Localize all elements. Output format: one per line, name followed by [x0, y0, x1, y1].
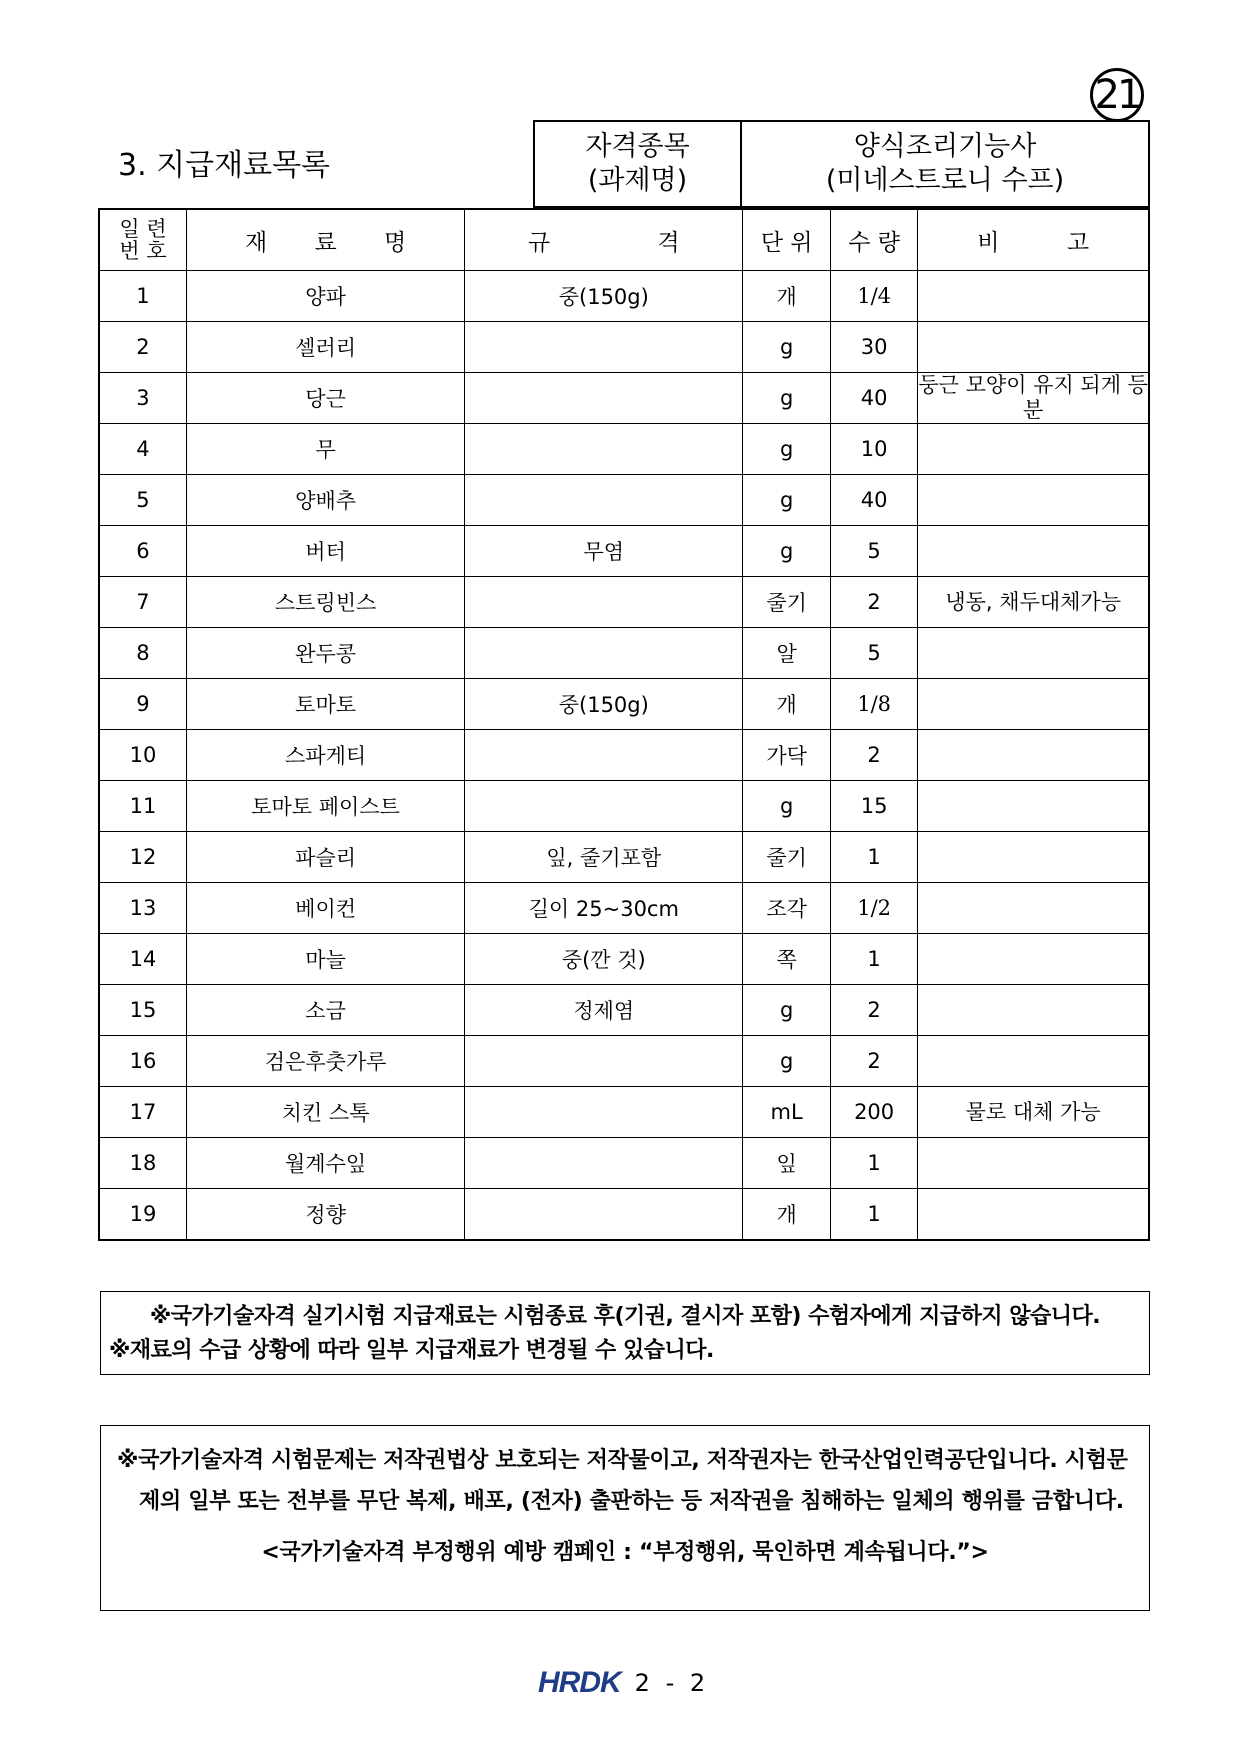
cell-no: 8	[99, 628, 186, 679]
cell-spec	[465, 1087, 743, 1138]
cell-spec	[465, 424, 743, 475]
cell-no: 15	[99, 985, 186, 1036]
cell-qty: 2	[830, 1036, 917, 1087]
cell-spec: 중(깐 것)	[465, 934, 743, 985]
cell-qty: 10	[830, 424, 917, 475]
cell-note: 물로 대체 가능	[918, 1087, 1149, 1138]
table-row	[99, 1036, 1149, 1087]
cell-qty: 1	[830, 832, 917, 883]
cell-no: 10	[99, 730, 186, 781]
qualification-value	[742, 122, 1148, 206]
cell-qty: 1/2	[830, 883, 917, 934]
cell-spec	[465, 1036, 743, 1087]
cell-note	[918, 322, 1149, 373]
qualification-label-line1: 자격종목	[585, 131, 690, 162]
table-row	[99, 1189, 1149, 1241]
cell-name: 토마토	[186, 679, 464, 730]
materials-table	[98, 208, 1150, 1241]
cell-qty: 40	[830, 475, 917, 526]
cell-no: 9	[99, 679, 186, 730]
cell-unit: g	[743, 526, 830, 577]
cell-qty: 200	[830, 1087, 917, 1138]
col-header-no-line2: 번 호	[119, 239, 167, 263]
qualification-value-line1: 양식조리기능사	[853, 131, 1037, 162]
table-row	[99, 322, 1149, 373]
cell-unit: 줄기	[743, 832, 830, 883]
cell-note: 냉동, 채두대체가능	[918, 577, 1149, 628]
cell-note	[918, 832, 1149, 883]
cell-spec	[465, 730, 743, 781]
table-row	[99, 985, 1149, 1036]
cell-no: 2	[99, 322, 186, 373]
cell-unit: 알	[743, 628, 830, 679]
cell-note	[918, 1036, 1149, 1087]
cell-unit: g	[743, 1036, 830, 1087]
cell-no: 7	[99, 577, 186, 628]
cell-unit: g	[743, 322, 830, 373]
cell-name: 무	[186, 424, 464, 475]
cell-name: 셀러리	[186, 322, 464, 373]
col-header-unit: 단 위	[743, 209, 830, 271]
cell-name: 치킨 스톡	[186, 1087, 464, 1138]
page-footer	[538, 1666, 709, 1700]
cell-note	[918, 730, 1149, 781]
cell-no: 14	[99, 934, 186, 985]
col-header-spec: 규 격	[465, 209, 743, 271]
cell-no: 1	[99, 271, 186, 322]
table-row	[99, 934, 1149, 985]
cell-note	[918, 985, 1149, 1036]
table-row	[99, 1087, 1149, 1138]
table-header-row	[99, 209, 1149, 271]
cell-unit: 가닥	[743, 730, 830, 781]
cell-qty: 40	[830, 373, 917, 424]
cell-no: 5	[99, 475, 186, 526]
cell-name: 토마토 페이스트	[186, 781, 464, 832]
cell-unit: g	[743, 475, 830, 526]
cell-unit: g	[743, 424, 830, 475]
cell-note	[918, 526, 1149, 577]
cell-unit: g	[743, 985, 830, 1036]
col-header-qty: 수 량	[830, 209, 917, 271]
document-header	[98, 120, 1150, 208]
cell-name: 양파	[186, 271, 464, 322]
cell-spec	[465, 628, 743, 679]
table-row	[99, 628, 1149, 679]
cell-spec	[465, 322, 743, 373]
col-header-no-line1: 일 련	[119, 217, 167, 241]
cell-unit: 쪽	[743, 934, 830, 985]
cell-spec: 중(150g)	[465, 679, 743, 730]
page-indicator: 2 - 2	[634, 1669, 710, 1697]
cell-qty: 2	[830, 985, 917, 1036]
cell-qty: 5	[830, 628, 917, 679]
col-header-note: 비 고	[918, 209, 1149, 271]
cell-no: 19	[99, 1189, 186, 1241]
cell-qty: 5	[830, 526, 917, 577]
cell-unit: mL	[743, 1087, 830, 1138]
cell-qty: 1/8	[830, 679, 917, 730]
copyright-notice-text: ※국가기술자격 시험문제는 저작권법상 보호되는 저작물이고, 저작권자는 한국산업인력공단입니다. 시험문제의 일부 또는 전부를 무단 복제, 배포, (전자) 출판하는 등 저작권을 침해하는 일체의 행위를 금합니다.	[117, 1448, 1128, 1514]
cell-note	[918, 934, 1149, 985]
cell-qty: 30	[830, 322, 917, 373]
table-row	[99, 373, 1149, 424]
cell-name: 당근	[186, 373, 464, 424]
cell-qty: 2	[830, 577, 917, 628]
qualification-label-line2: (과제명)	[587, 165, 688, 196]
cell-spec	[465, 373, 743, 424]
cell-name: 파슬리	[186, 832, 464, 883]
page-number-badge: 21	[1090, 68, 1144, 122]
cell-spec	[465, 475, 743, 526]
cell-spec	[465, 1189, 743, 1241]
cell-qty: 1/4	[830, 271, 917, 322]
campaign-text: <국가기술자격 부정행위 예방 캠페인 : “부정행위, 묵인하면 계속됩니다.”>	[261, 1540, 989, 1565]
qualification-label	[535, 122, 742, 206]
cell-unit: 개	[743, 1189, 830, 1241]
cell-name: 월계수잎	[186, 1138, 464, 1189]
cell-unit: 잎	[743, 1138, 830, 1189]
table-row	[99, 730, 1149, 781]
cell-note	[918, 271, 1149, 322]
cell-name: 스트링빈스	[186, 577, 464, 628]
cell-no: 11	[99, 781, 186, 832]
cell-qty: 2	[830, 730, 917, 781]
cell-unit: 개	[743, 679, 830, 730]
table-row	[99, 271, 1149, 322]
cell-no: 16	[99, 1036, 186, 1087]
cell-name: 베이컨	[186, 883, 464, 934]
cell-no: 4	[99, 424, 186, 475]
supply-notice-line1: ※국가기술자격 실기시험 지급재료는 시험종료 후(기권, 결시자 포함) 수험자에게 지급하지 않습니다.	[149, 1304, 1101, 1329]
cell-spec	[465, 1138, 743, 1189]
cell-note	[918, 475, 1149, 526]
materials-table-body	[99, 271, 1149, 1241]
cell-spec	[465, 577, 743, 628]
cell-note	[918, 1189, 1149, 1241]
copyright-notice	[100, 1425, 1150, 1611]
col-header-no	[99, 209, 186, 271]
cell-note	[918, 679, 1149, 730]
table-row	[99, 883, 1149, 934]
hrdk-logo: HRDK	[538, 1666, 621, 1699]
cell-qty: 15	[830, 781, 917, 832]
cell-name: 정향	[186, 1189, 464, 1241]
cell-note	[918, 424, 1149, 475]
table-row	[99, 526, 1149, 577]
cell-spec: 중(150g)	[465, 271, 743, 322]
qualification-box	[533, 120, 1150, 208]
cell-note	[918, 781, 1149, 832]
supply-notice-line2: ※재료의 수급 상황에 따라 일부 지급재료가 변경될 수 있습니다.	[109, 1338, 714, 1363]
cell-unit: g	[743, 781, 830, 832]
table-row	[99, 832, 1149, 883]
cell-name: 스파게티	[186, 730, 464, 781]
cell-note: 둥근 모양이 유지 되게 등분	[918, 373, 1148, 422]
cell-qty: 1	[830, 1138, 917, 1189]
cell-unit: 개	[743, 271, 830, 322]
cell-spec	[465, 781, 743, 832]
cell-qty: 1	[830, 1189, 917, 1241]
table-row	[99, 424, 1149, 475]
table-row	[99, 475, 1149, 526]
cell-note	[918, 628, 1149, 679]
section-title: 3. 지급재료목록	[118, 148, 331, 183]
cell-name: 소금	[186, 985, 464, 1036]
table-row	[99, 781, 1149, 832]
cell-note	[918, 1138, 1149, 1189]
cell-spec: 정제염	[465, 985, 743, 1036]
cell-qty: 1	[830, 934, 917, 985]
table-row	[99, 679, 1149, 730]
qualification-value-line2: (미네스트로니 수프)	[825, 165, 1065, 196]
cell-no: 6	[99, 526, 186, 577]
supply-notice	[100, 1291, 1150, 1375]
cell-no: 3	[99, 373, 186, 424]
cell-no: 17	[99, 1087, 186, 1138]
cell-unit: 줄기	[743, 577, 830, 628]
col-header-name: 재 료 명	[186, 209, 464, 271]
cell-name: 완두콩	[186, 628, 464, 679]
cell-spec: 무염	[465, 526, 743, 577]
cell-name: 버터	[186, 526, 464, 577]
cell-spec: 길이 25~30cm	[465, 883, 743, 934]
cell-unit: g	[743, 373, 830, 424]
cell-no: 12	[99, 832, 186, 883]
cell-name: 검은후춧가루	[186, 1036, 464, 1087]
cell-no: 13	[99, 883, 186, 934]
cell-name: 양배추	[186, 475, 464, 526]
cell-unit: 조각	[743, 883, 830, 934]
cell-note	[918, 883, 1149, 934]
cell-name: 마늘	[186, 934, 464, 985]
cell-no: 18	[99, 1138, 186, 1189]
table-row	[99, 577, 1149, 628]
table-row	[99, 1138, 1149, 1189]
cell-spec: 잎, 줄기포함	[465, 832, 743, 883]
